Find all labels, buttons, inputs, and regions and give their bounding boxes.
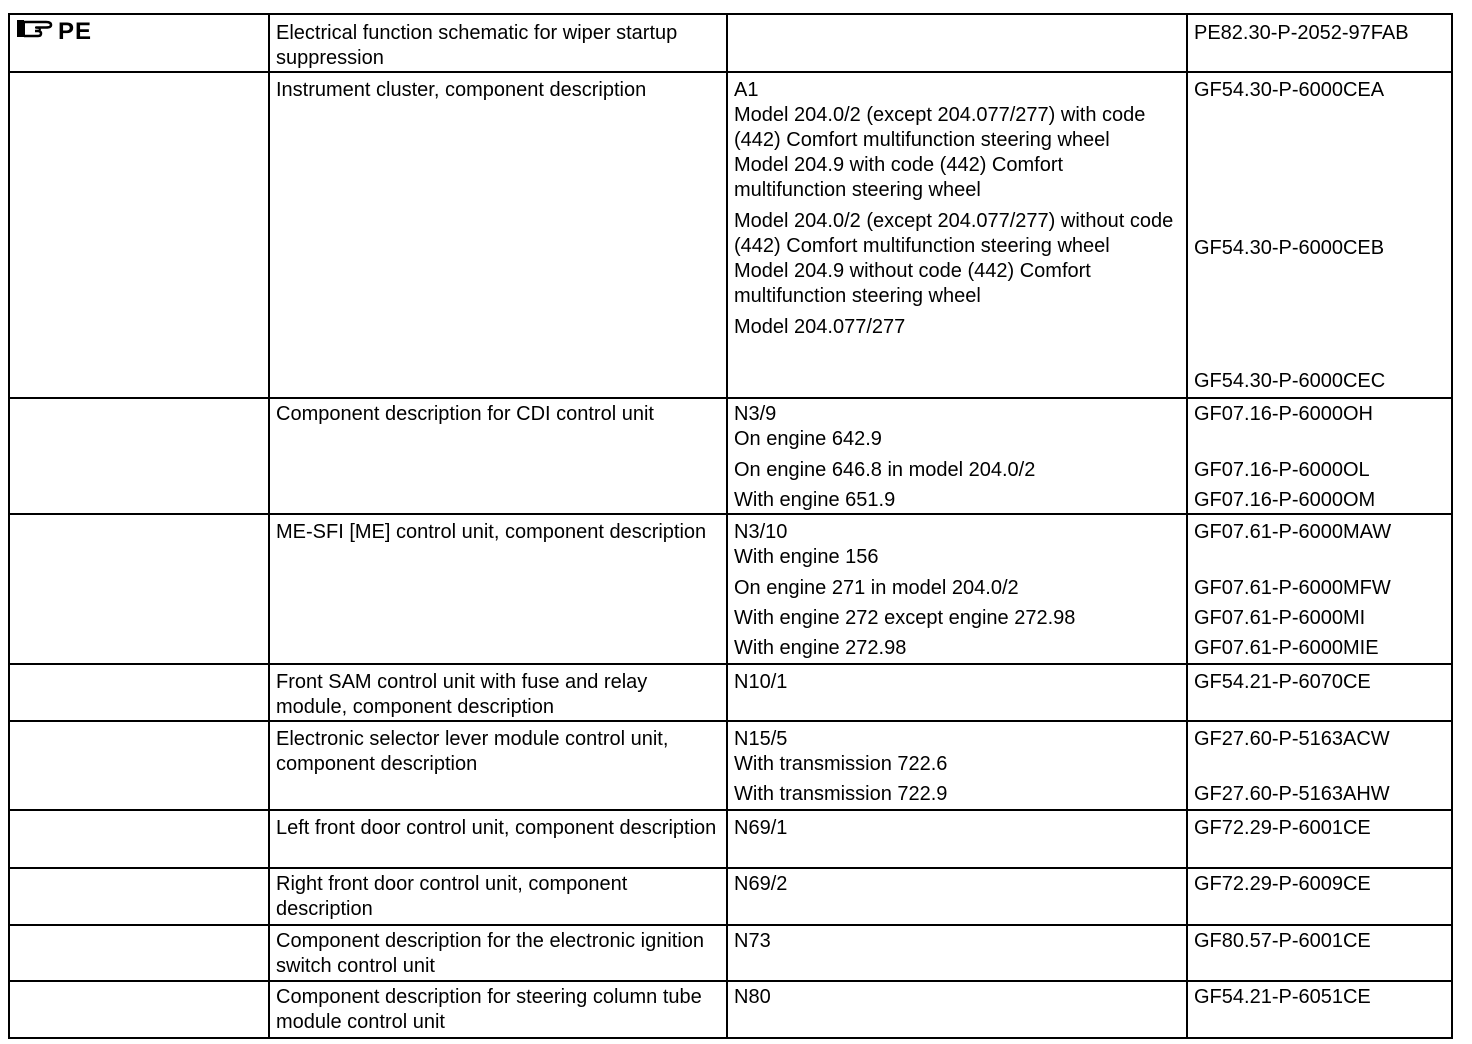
variant-text: With engine 156 xyxy=(734,546,879,568)
description-cell: Electrical function schematic for wiper startup suppression xyxy=(269,14,727,72)
designation-code: N15/5 xyxy=(734,728,788,750)
designation-code: N3/9 xyxy=(734,403,777,425)
mark-cell xyxy=(9,14,269,72)
document-link[interactable]: GF54.30-P-6000CEB xyxy=(1194,237,1385,259)
variant-text: On engine 642.9 xyxy=(734,428,882,450)
table-row xyxy=(9,514,1452,664)
designation-cell: N73 xyxy=(727,925,1187,981)
document-link[interactable]: GF07.61-P-6000MAW xyxy=(1194,521,1392,543)
variant-text: On engine 271 in model 204.0/2 xyxy=(734,577,1019,599)
document-cell xyxy=(1187,721,1452,810)
document-link[interactable]: GF54.30-P-6000CEC xyxy=(1194,370,1386,392)
designation-cell: N80 xyxy=(727,981,1187,1038)
document-link[interactable]: GF80.57-P-6001CE xyxy=(1187,925,1452,981)
table-row xyxy=(9,14,1452,72)
document-link[interactable]: GF07.61-P-6000MI xyxy=(1194,607,1366,629)
document-cell xyxy=(1187,398,1452,514)
document-cell xyxy=(1187,72,1452,398)
document-link[interactable]: GF54.30-P-6000CEA xyxy=(1194,79,1385,101)
document-link[interactable]: GF72.29-P-6009CE xyxy=(1187,868,1452,925)
description-cell: ME-SFI [ME] control unit, component description xyxy=(269,514,727,664)
variant-text: With engine 272.98 xyxy=(734,637,907,659)
document-link[interactable]: GF72.29-P-6001CE xyxy=(1187,810,1452,868)
pointing-hand-icon xyxy=(16,17,54,46)
document-link[interactable]: GF07.16-P-6000OM xyxy=(1194,489,1376,511)
designation-code: N3/10 xyxy=(734,521,788,543)
document-link[interactable]: PE82.30-P-2052-97FAB xyxy=(1187,14,1452,72)
description-cell: Component description for steering column tube module control unit xyxy=(269,981,727,1038)
document-link[interactable]: GF27.60-P-5163ACW xyxy=(1194,728,1390,750)
table-row xyxy=(9,398,1452,514)
variant-text: Model 204.9 with code (442) Comfort multifunction steering wheel xyxy=(734,154,1064,201)
designation-cell xyxy=(727,721,1187,810)
document-link[interactable]: GF27.60-P-5163AHW xyxy=(1194,783,1390,805)
variant-text: With transmission 722.9 xyxy=(734,783,948,805)
document-link[interactable]: GF07.61-P-6000MFW xyxy=(1194,577,1391,599)
designation-cell: N10/1 xyxy=(727,664,1187,721)
pe-mark: PE xyxy=(58,18,93,45)
description-cell: Component description for CDI control unit xyxy=(269,398,727,514)
variant-text: With transmission 722.6 xyxy=(734,753,948,775)
document-link[interactable]: GF07.16-P-6000OL xyxy=(1194,459,1370,481)
document-link[interactable]: GF54.21-P-6051CE xyxy=(1187,981,1452,1038)
variant-text: Model 204.9 without code (442) Comfort multifunction steering wheel xyxy=(734,260,1091,307)
description-cell: Right front door control unit, component description xyxy=(269,868,727,925)
document-link[interactable]: GF07.61-P-6000MIE xyxy=(1194,637,1379,659)
designation-cell xyxy=(727,514,1187,664)
variant-text: With engine 651.9 xyxy=(734,489,896,511)
variant-text: Model 204.077/277 xyxy=(734,316,906,338)
document-cell xyxy=(1187,514,1452,664)
variant-text: Model 204.0/2 (except 204.077/277) with code (442) Comfort multifunction steering wheel xyxy=(734,104,1146,151)
designation-cell xyxy=(727,398,1187,514)
table-row xyxy=(9,925,1452,981)
variant-text: Model 204.0/2 (except 204.077/277) without code (442) Comfort multifunction steering wheel xyxy=(734,210,1174,257)
description-cell: Component description for the electronic ignition switch control unit xyxy=(269,925,727,981)
document-link[interactable]: GF07.16-P-6000OH xyxy=(1194,403,1373,425)
description-cell: Electronic selector lever module control unit, component description xyxy=(269,721,727,810)
variant-text: On engine 646.8 in model 204.0/2 xyxy=(734,459,1036,481)
table-row xyxy=(9,981,1452,1038)
description-cell: Left front door control unit, component description xyxy=(269,810,727,868)
table-row xyxy=(9,868,1452,925)
document-link[interactable]: GF54.21-P-6070CE xyxy=(1187,664,1452,721)
table-row xyxy=(9,664,1452,721)
designation-cell xyxy=(727,72,1187,398)
table-row xyxy=(9,810,1452,868)
description-cell: Instrument cluster, component description xyxy=(269,72,727,398)
table-row xyxy=(9,72,1452,398)
designation-code: A1 xyxy=(734,79,759,101)
designation-cell xyxy=(727,14,1187,72)
designation-cell: N69/2 xyxy=(727,868,1187,925)
variant-text: With engine 272 except engine 272.98 xyxy=(734,607,1076,629)
table-row xyxy=(9,721,1452,810)
description-cell: Front SAM control unit with fuse and relay module, component description xyxy=(269,664,727,721)
reference-table xyxy=(8,13,1453,1039)
designation-cell: N69/1 xyxy=(727,810,1187,868)
